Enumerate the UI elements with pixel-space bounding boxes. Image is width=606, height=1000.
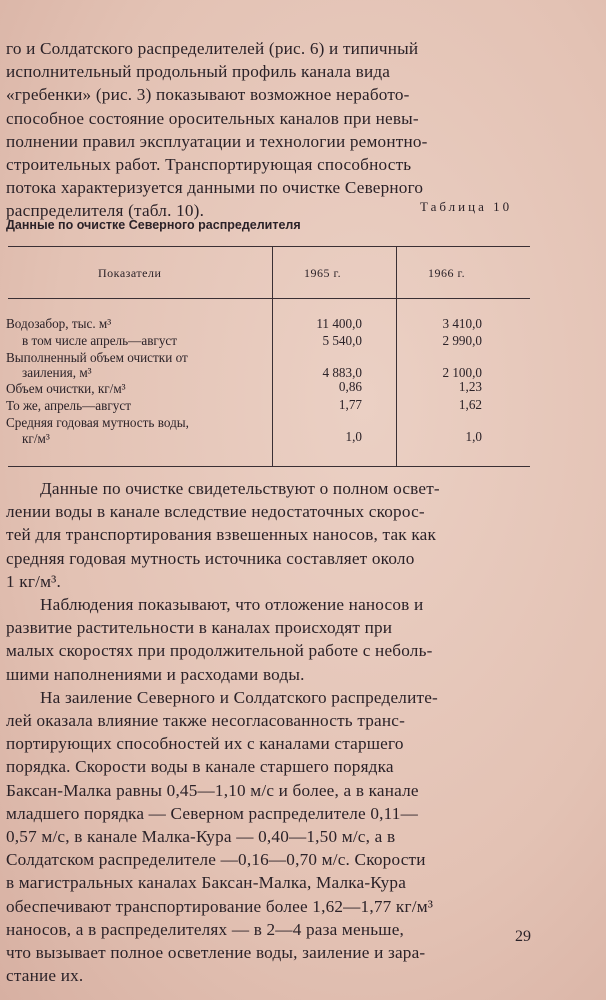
table-cell: 1,23 [458,379,482,394]
page-number: 29 [515,928,531,945]
text-line: потока характеризуется данными по очистке Северного [6,178,424,198]
table-row-label: Средняя годовая мутность воды, [6,415,189,430]
text-line: малых скоростях при продолжительной работе с неболь- [6,641,433,661]
table-bottom-rule [8,466,530,467]
text-line: лей оказала влияние также несогласованность транс- [6,711,406,731]
table-cell: 2 100,0 [442,365,482,380]
text-line: порядка. Скорости воды в канале старшего порядка [6,757,394,777]
text-line: что вызывает полное осветление воды, заиление и зара- [6,943,426,963]
table-header-rule [8,298,530,299]
text-line: Баксан-Малка равны 0,45—1,10 м/с и более, а в канале [6,780,419,800]
table-column-divider [396,247,397,466]
text-line: полнении правил эксплуатации и технологии ремонтно- [6,131,428,151]
text-line: средняя годовая мутность источника составляет около [6,548,415,568]
text-line: 0,57 м/с, в канале Малка-Кура — 0,40—1,50 м/с, а в [6,827,396,847]
table-row-label: Объем очистки, кг/м³ [6,381,126,396]
text-line: шими наполнениями и расходами воды. [6,664,305,684]
intro-paragraph [6,37,542,223]
text-line: Наблюдения показывают, что отложение наносов и [40,595,424,615]
text-line: тей для транспортирования взвешенных наносов, так как [6,525,436,545]
text-line: в магистральных каналах Баксан-Малка, Малка-Кура [6,873,407,893]
table-row-label: Выполненный объем очистки от [6,350,188,365]
table-cell: 11 400,0 [316,316,362,331]
text-line: младшего порядка — Северном распределителе 0,11— [6,803,418,823]
table-cell: 0,86 [338,379,362,394]
text-line: Данные по очистке свидетельствуют о полном освет- [40,479,440,498]
table-row-label: кг/м³ [22,431,50,446]
text-line: портирующих способностей их с каналами старшего [6,734,404,754]
text-line: обеспечивают транспортирование более 1,62—1,77 кг/м³ [6,896,434,916]
table-top-rule [8,246,530,247]
table-title: Данные по очистке Северного распределителя [6,218,301,232]
table-cell: 2 990,0 [442,333,482,348]
table-cell: 1,0 [345,429,362,444]
table-cell: 3 410,0 [442,316,482,331]
text-line: го и Солдатского распределителей (рис. 6) и типичный [6,39,419,58]
text-line: способное состояние оросительных каналов при невы- [6,108,419,128]
text-line: На заиление Северного и Солдатского распределите- [40,687,438,707]
table-column-divider [272,247,273,466]
table-row-label: То же, апрель—август [6,398,132,413]
table-cell: 5 540,0 [322,333,362,348]
text-line: Солдатском распределителе —0,16—0,70 м/с. Скорости [6,850,426,870]
table-row-label: Водозабор, тыс. м³ [6,316,112,331]
table-cell: 1,77 [338,397,362,412]
table-header-1965: 1965 г. [304,266,342,280]
text-line: «гребенки» (рис. 3) показывают возможное неработо- [6,85,410,105]
table-row-label: в том числе апрель—август [22,333,178,348]
table-cell: 1,62 [458,397,482,412]
table-caption: Таблица 10 [420,199,513,214]
text-line: исполнительный продольный профиль канала вида [6,62,391,82]
text-line: 1 кг/м³. [6,571,61,591]
table-row-label: заиления, м³ [22,365,92,380]
text-line: распределителя (табл. 10). [6,201,205,221]
body-text [6,477,542,987]
table-cell: 4 883,0 [322,365,362,380]
text-line: стание их. [6,966,84,986]
text-line: строительных работ. Транспортирующая способность [6,155,412,175]
table-header-indicators: Показатели [98,266,162,280]
table-header-1966: 1966 г. [428,266,466,280]
text-line: лении воды в канале вследствие недостаточных скорос- [6,502,425,522]
text-line: развитие растительности в каналах происходят при [6,618,393,638]
table-cell: 1,0 [465,429,482,444]
text-line: наносов, а в распределителях — в 2—4 раза меньше, [6,919,405,939]
